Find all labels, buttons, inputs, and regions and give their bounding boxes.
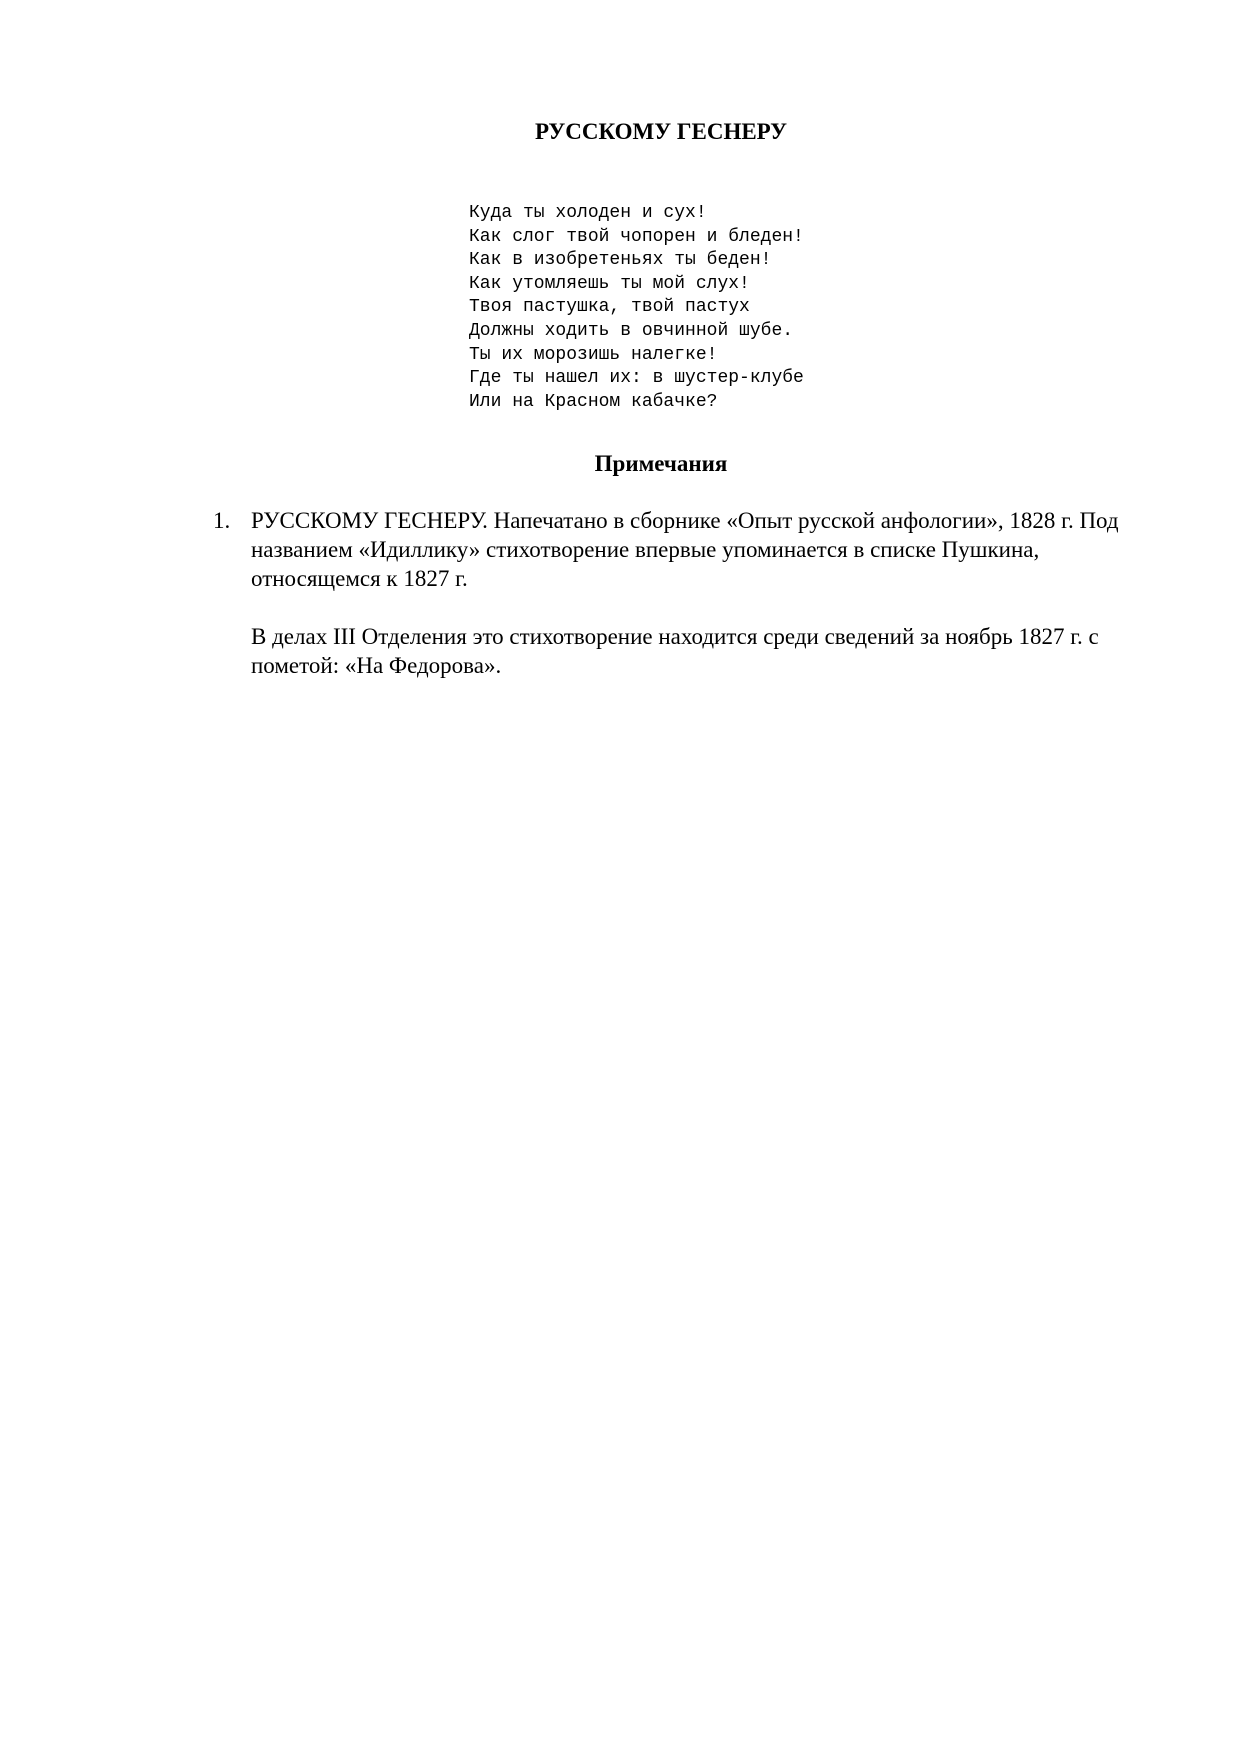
note-paragraph: В делах III Отделения это стихотворение находится среди сведений за ноябрь 1827 г. с пометой: «На Федорова». xyxy=(251,624,1099,678)
poem-line: Где ты нашел их: в шустер-клубе xyxy=(469,368,804,389)
poem-line: Как утомляешь ты мой слух! xyxy=(469,273,750,294)
poem-line: Твоя пастушка, твой пастух xyxy=(469,297,750,318)
poem-text xyxy=(469,202,804,414)
poem-line: Как в изобретеньях ты беден! xyxy=(469,250,772,271)
note-number: 1. xyxy=(213,508,231,533)
notes-heading: Примечания xyxy=(594,451,728,476)
poem-line: Или на Красном кабачке? xyxy=(469,391,718,412)
poem-line: Должны ходить в овчинной шубе. xyxy=(469,320,794,341)
poem-title: РУССКОМУ ГЕСНЕРУ xyxy=(534,119,788,144)
note-paragraph: РУССКОМУ ГЕСНЕРУ. Напечатано в сборнике «Опыт русской анфологии», 1828 г. Под названием «Идиллику» стихотворение впервые упоминается в списке Пушкина, относящемся к 1827 г. xyxy=(251,508,1119,591)
notes-list xyxy=(213,506,1163,680)
note-item xyxy=(213,506,1163,680)
poem-line: Как слог твой чопорен и бледен! xyxy=(469,226,804,247)
poem-line: Куда ты холоден и сух! xyxy=(469,203,707,223)
poem-line: Ты их морозишь налегке! xyxy=(469,344,718,365)
